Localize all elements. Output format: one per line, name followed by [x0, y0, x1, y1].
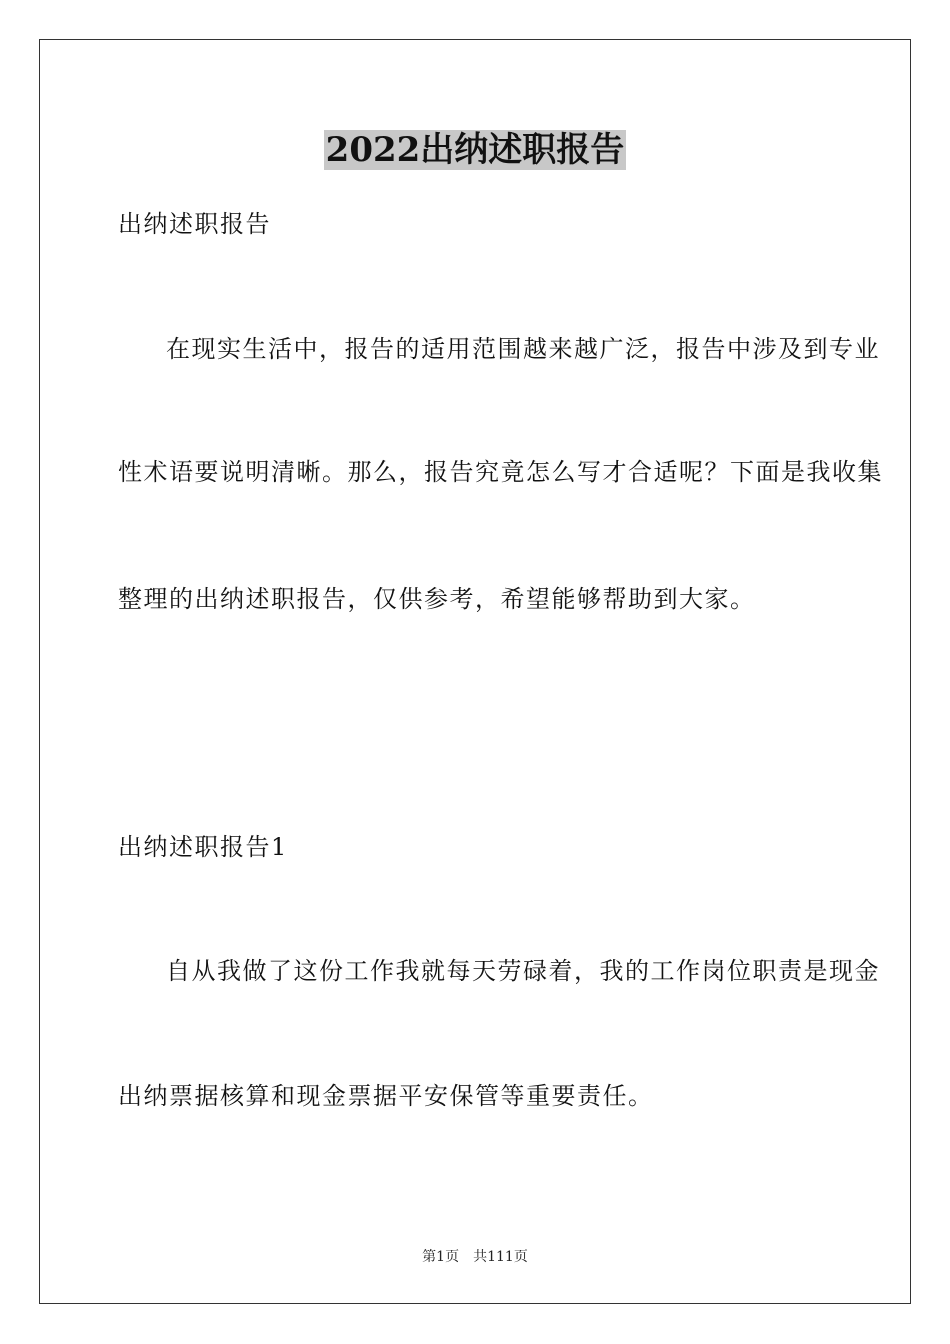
section1-line-2: 出纳票据核算和现金票据平安保管等重要责任。: [118, 1082, 654, 1110]
page-number: 第1页: [422, 1249, 460, 1265]
section1-line-1: 自从我做了这份工作我就每天劳碌着，我的工作岗位职责是现金: [166, 957, 880, 985]
page-footer: [0, 1247, 950, 1267]
section-heading: 出纳述职报告1: [118, 833, 288, 861]
document-title-text: 2022出纳述职报告: [325, 130, 625, 170]
intro-line-2: 性术语要说明清晰。那么，报告究竟怎么写才合适呢？下面是我收集: [118, 458, 883, 486]
intro-line-1: 在现实生活中，报告的适用范围越来越广泛，报告中涉及到专业: [166, 335, 880, 363]
intro-line-3: 整理的出纳述职报告，仅供参考，希望能够帮助到大家。: [118, 585, 756, 613]
page-total: 共111页: [473, 1249, 528, 1265]
document-title: [0, 128, 950, 172]
document-subtitle: 出纳述职报告: [118, 210, 271, 238]
